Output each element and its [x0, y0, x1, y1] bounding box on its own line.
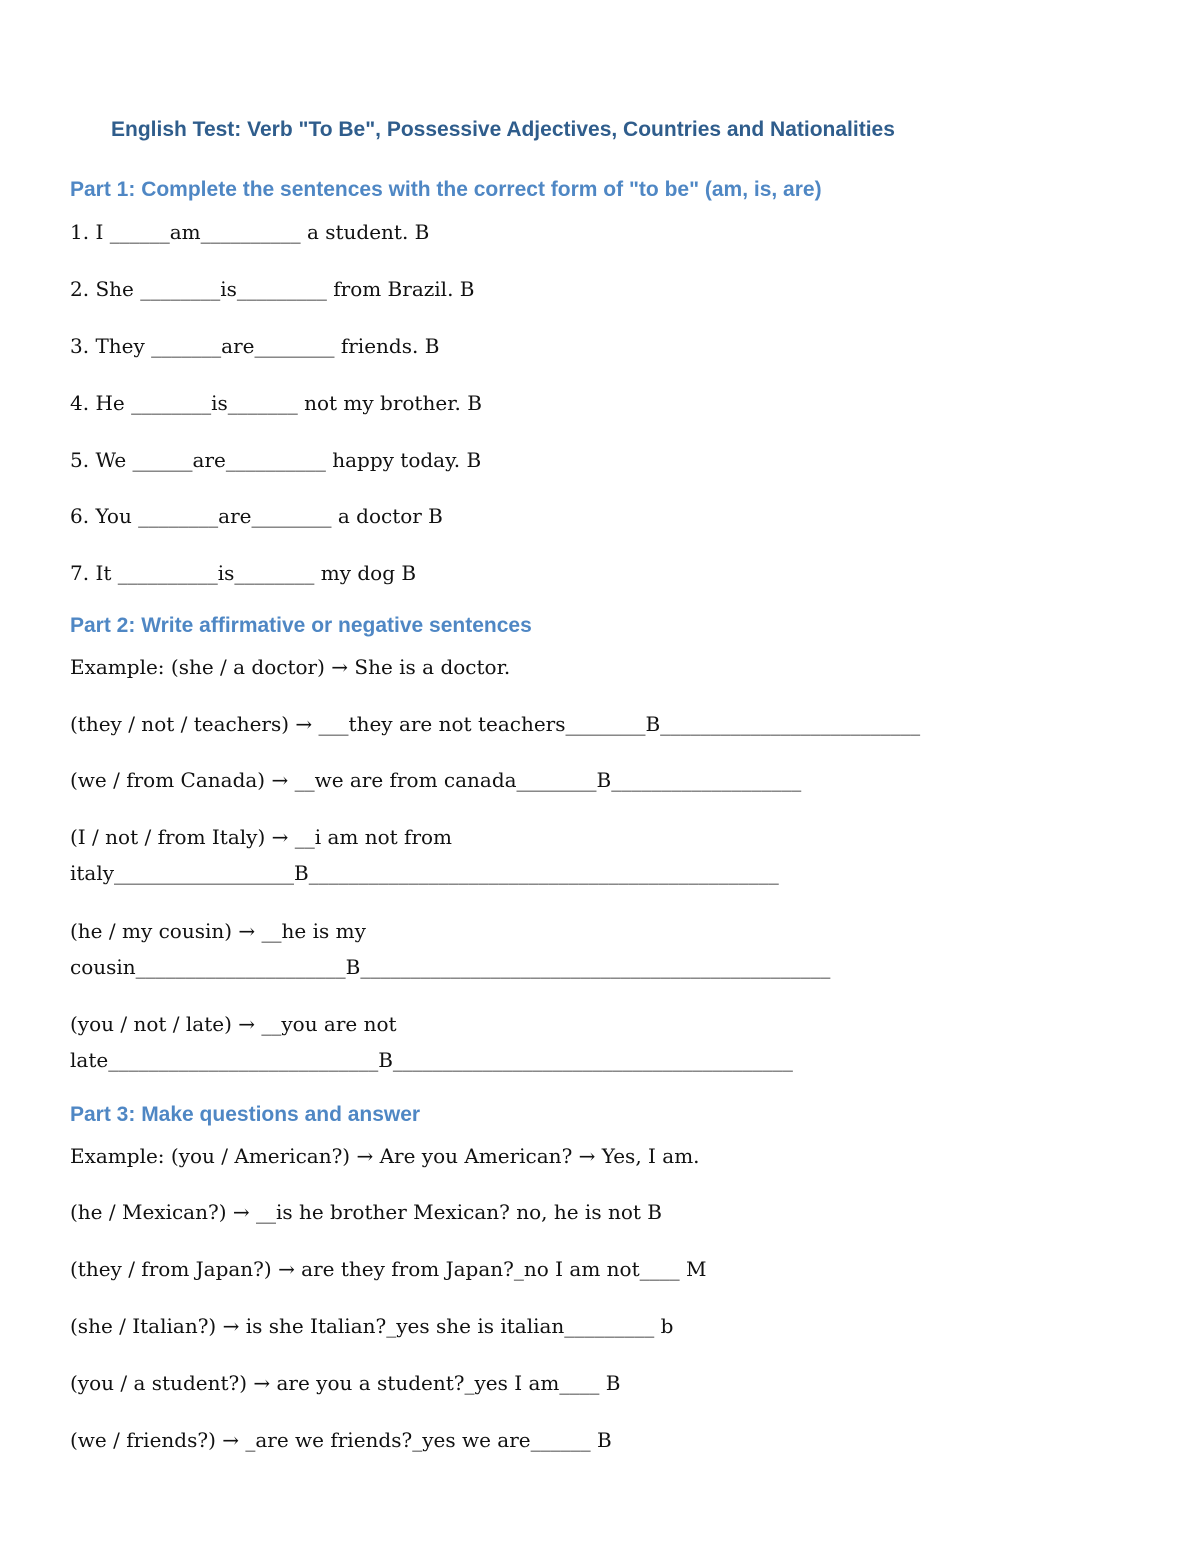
test-title: English Test: Verb "To Be", Possessive Adjectives, Countries and Nationalities	[111, 118, 895, 141]
part2-example: Example: (she / a doctor) → She is a doctor.	[70, 655, 511, 679]
part3-item-4: (you / a student?) → are you a student?_yes I am____ B	[70, 1371, 621, 1395]
part2-item-3-line1: (I / not / from Italy) → __i am not from	[70, 825, 453, 849]
part2-item-4-line1: (he / my cousin) → __he is my	[70, 919, 366, 943]
part1-item-1: 1. I ______am__________ a student. B	[70, 220, 430, 244]
part1-item-3: 3. They _______are________ friends. B	[70, 334, 440, 358]
part3-item-3: (she / Italian?) → is she Italian?_yes she is italian_________ b	[70, 1314, 674, 1338]
part3-heading: Part 3: Make questions and answer	[70, 1103, 421, 1126]
part2-item-5-line2: late___________________________B________________________________________	[70, 1048, 793, 1072]
part1-item-6: 6. You ________are________ a doctor B	[70, 504, 443, 528]
part1-item-5: 5. We ______are__________ happy today. B	[70, 448, 482, 472]
part2-item-1: (they / not / teachers) → ___they are not teachers________B__________________________	[70, 712, 921, 736]
part2-item-2: (we / from Canada) → __we are from canada________B___________________	[70, 768, 802, 792]
part3-example: Example: (you / American?) → Are you American? → Yes, I am.	[70, 1144, 700, 1168]
part2-item-5-line1: (you / not / late) → __you are not	[70, 1012, 397, 1036]
part3-item-5: (we / friends?) → _are we friends?_yes we are______ B	[70, 1428, 612, 1452]
part3-item-2: (they / from Japan?) → are they from Japan?_no I am not____ M	[70, 1257, 707, 1281]
part2-item-4-line2: cousin_____________________B_______________________________________________	[70, 955, 831, 979]
part2-item-3-line2: italy__________________B_______________________________________________	[70, 861, 779, 885]
part1-heading: Part 1: Complete the sentences with the correct form of "to be" (am, is, are)	[70, 178, 822, 201]
part1-item-2: 2. She ________is_________ from Brazil. B	[70, 277, 475, 301]
part1-item-7: 7. It __________is________ my dog B	[70, 561, 417, 585]
part2-heading: Part 2: Write affirmative or negative sentences	[70, 614, 532, 637]
part3-item-1: (he / Mexican?) → __is he brother Mexican? no, he is not B	[70, 1200, 662, 1224]
part1-item-4: 4. He ________is_______ not my brother. B	[70, 391, 482, 415]
